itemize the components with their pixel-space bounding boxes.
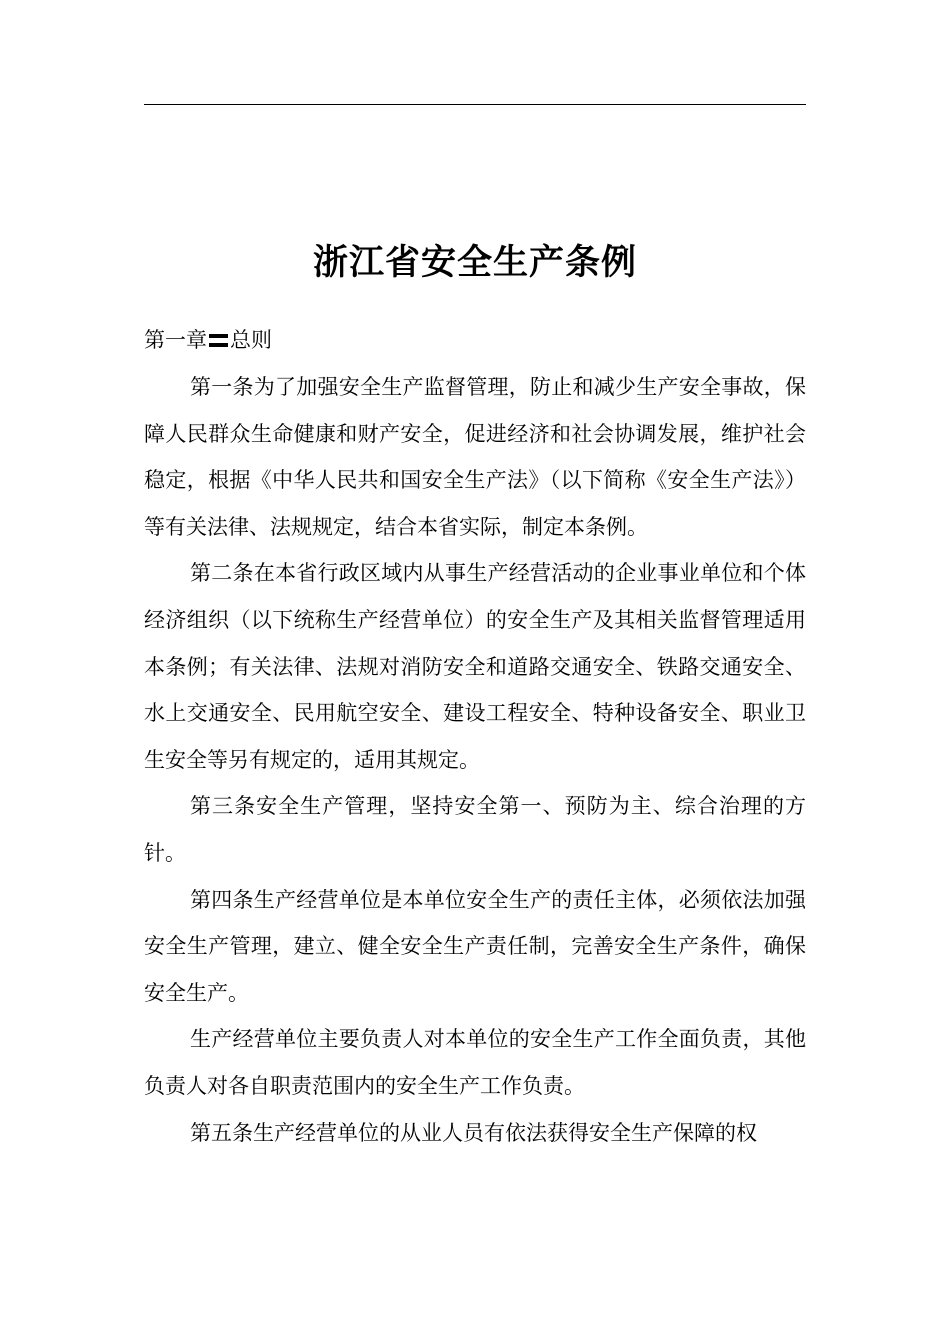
document-body bbox=[144, 318, 806, 1156]
document-title: 浙江省安全生产条例 bbox=[312, 243, 637, 284]
article-2-paragraph: 第二条在本省行政区域内从事生产经营活动的企业事业单位和个体经济组织（以下统称生产经营单位）的安全生产及其相关监督管理适用本条例；有关法律、法规对消防安全和道路交通安全、铁路交通安全、水上交通安全、民用航空安全、建设工程安全、特种设备安全、职业卫生安全等另有规定的，适用其规定。 bbox=[144, 561, 806, 772]
article-4-clause-2-paragraph: 生产经营单位主要负责人对本单位的安全生产工作全面负责，其他负责人对各自职责范围内的安全生产工作负责。 bbox=[144, 1027, 806, 1098]
chapter-name: 总则 bbox=[230, 328, 272, 352]
chapter-heading bbox=[144, 318, 806, 362]
chapter-number: 第一章 bbox=[144, 328, 207, 352]
article-1-paragraph: 第一条为了加强安全生产监督管理，防止和减少生产安全事故，保障人民群众生命健康和财产安全，促进经济和社会协调发展，维护社会稳定，根据《中华人民共和国安全生产法》（以下简称《安全生产法》）等有关法律、法规规定，结合本省实际，制定本条例。 bbox=[144, 375, 806, 539]
article-4-paragraph: 第四条生产经营单位是本单位安全生产的责任主体，必须依法加强安全生产管理，建立、健全安全生产责任制，完善安全生产条件，确保安全生产。 bbox=[144, 887, 806, 1005]
chapter-separator-mark bbox=[209, 334, 228, 348]
article-3-paragraph: 第三条安全生产管理，坚持安全第一、预防为主、综合治理的方针。 bbox=[144, 794, 806, 865]
article-5-paragraph: 第五条生产经营单位的从业人员有依法获得安全生产保障的权 bbox=[190, 1120, 757, 1145]
header-rule bbox=[144, 104, 806, 105]
